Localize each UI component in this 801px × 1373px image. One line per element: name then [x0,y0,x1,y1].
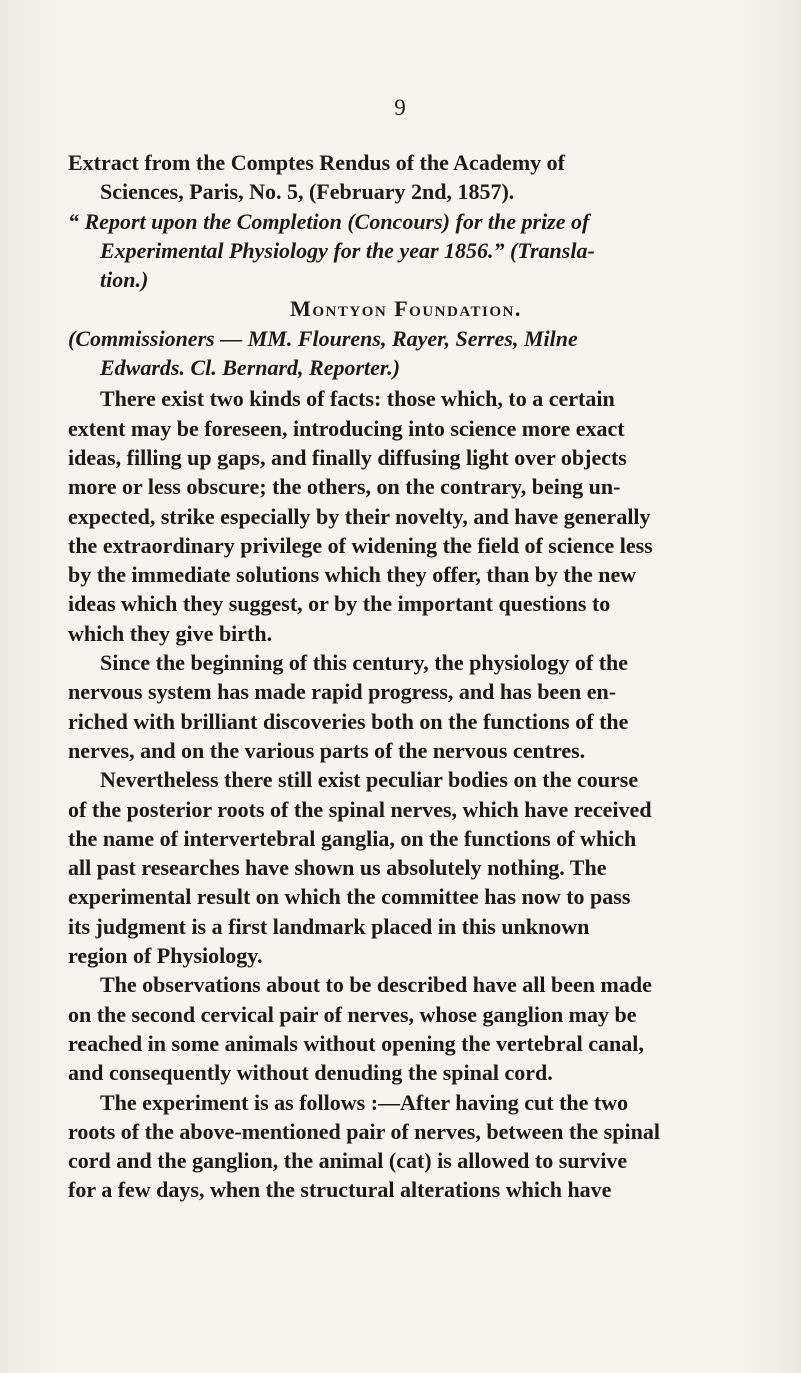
body-line [68,941,744,970]
body-line [68,707,744,736]
foundation-text: Montyon Foundation. [290,296,522,322]
body-line [68,531,744,560]
body-text: The observations about to be described have all been made [100,972,652,998]
report-title-text: “ Report upon the Completion (Concours) for the prize of [68,208,590,234]
body-text: ideas, filling up gaps, and finally diffusing light over objects [68,444,627,470]
body-text: riched with brilliant discoveries both on the functions of the [68,708,629,734]
body-line [68,443,744,472]
body-text: the extraordinary privilege of widening the field of science less [68,532,653,558]
body-line [68,619,744,648]
body-line [68,1146,744,1175]
body-text: expected, strike especially by their novelty, and have generally [68,503,651,529]
body-line [68,1000,744,1029]
body-line [68,1117,744,1146]
report-title-line [68,265,744,294]
commissioners-text: Edwards. Cl. Bernard, Reporter.) [100,355,401,381]
body-line [68,648,744,677]
report-title-text: tion.) [100,267,149,293]
body-line [68,970,744,999]
body-text: which they give birth. [68,620,273,646]
commissioners-line [68,353,744,382]
body-text: nervous system has made rapid progress, and has been en- [68,679,617,705]
body-text: by the immediate solutions which they offer, than by the new [68,562,637,588]
body-text: The experiment is as follows :—After having cut the two [100,1089,629,1115]
body-line [68,853,744,882]
body-text: more or less obscure; the others, on the contrary, being un- [68,474,621,500]
body-line [68,414,744,443]
page-text [68,148,744,1205]
body-line [68,677,744,706]
body-text: nerves, and on the various parts of the nervous centres. [68,737,586,763]
report-title-line [68,236,744,265]
body-text: ideas which they suggest, or by the important questions to [68,591,611,617]
body-text: all past researches have shown us absolutely nothing. The [68,855,607,881]
body-line [68,795,744,824]
header-line [68,177,744,206]
body-text: of the posterior roots of the spinal nerves, which have received [68,796,652,822]
header-text: Extract from the Comptes Rendus of the Academy of [68,150,565,175]
body-line [68,1029,744,1058]
commissioners-line [68,324,744,353]
body-text: cord and the ganglion, the animal (cat) is allowed to survive [68,1148,628,1174]
report-title-text: Experimental Physiology for the year 1856.” (Transla- [100,237,595,263]
body-line [68,912,744,941]
body-text: the name of intervertebral ganglia, on the functions of which [68,825,637,851]
body-text: reached in some animals without opening the vertebral canal, [68,1030,644,1056]
header-line [68,148,744,177]
body-line [68,502,744,531]
body-line [68,765,744,794]
body-text: There exist two kinds of facts: those which, to a certain [100,386,615,412]
body-line [68,472,744,501]
body-text: Nevertheless there still exist peculiar bodies on the course [100,767,639,793]
body-text: extent may be foreseen, introducing into science more exact [68,415,625,441]
body-line [68,1058,744,1087]
body-line [68,560,744,589]
report-title-line [68,207,744,236]
body-line [68,824,744,853]
body-text: experimental result on which the committee has now to pass [68,884,631,910]
commissioners-text: (Commissioners — MM. Flourens, Rayer, Serres, Milne [68,325,578,351]
body-text: for a few days, when the structural alterations which have [68,1177,612,1203]
body-line [68,736,744,765]
body-line [68,384,744,413]
body-text: and consequently without denuding the spinal cord. [68,1060,553,1086]
body-text: Since the beginning of this century, the physiology of the [100,650,629,676]
body-text: its judgment is a first landmark placed in this unknown [68,913,590,939]
body-line [68,1088,744,1117]
body-line [68,1175,744,1204]
body-text: on the second cervical pair of nerves, whose ganglion may be [68,1001,637,1027]
foundation-heading [68,294,744,323]
page-number: 9 [394,95,407,120]
header-text: Sciences, Paris, No. 5, (February 2nd, 1857). [100,179,515,205]
body-text: region of Physiology. [68,943,263,969]
body-line [68,882,744,911]
body-text: roots of the above-mentioned pair of nerves, between the spinal [68,1118,660,1144]
body-line [68,589,744,618]
